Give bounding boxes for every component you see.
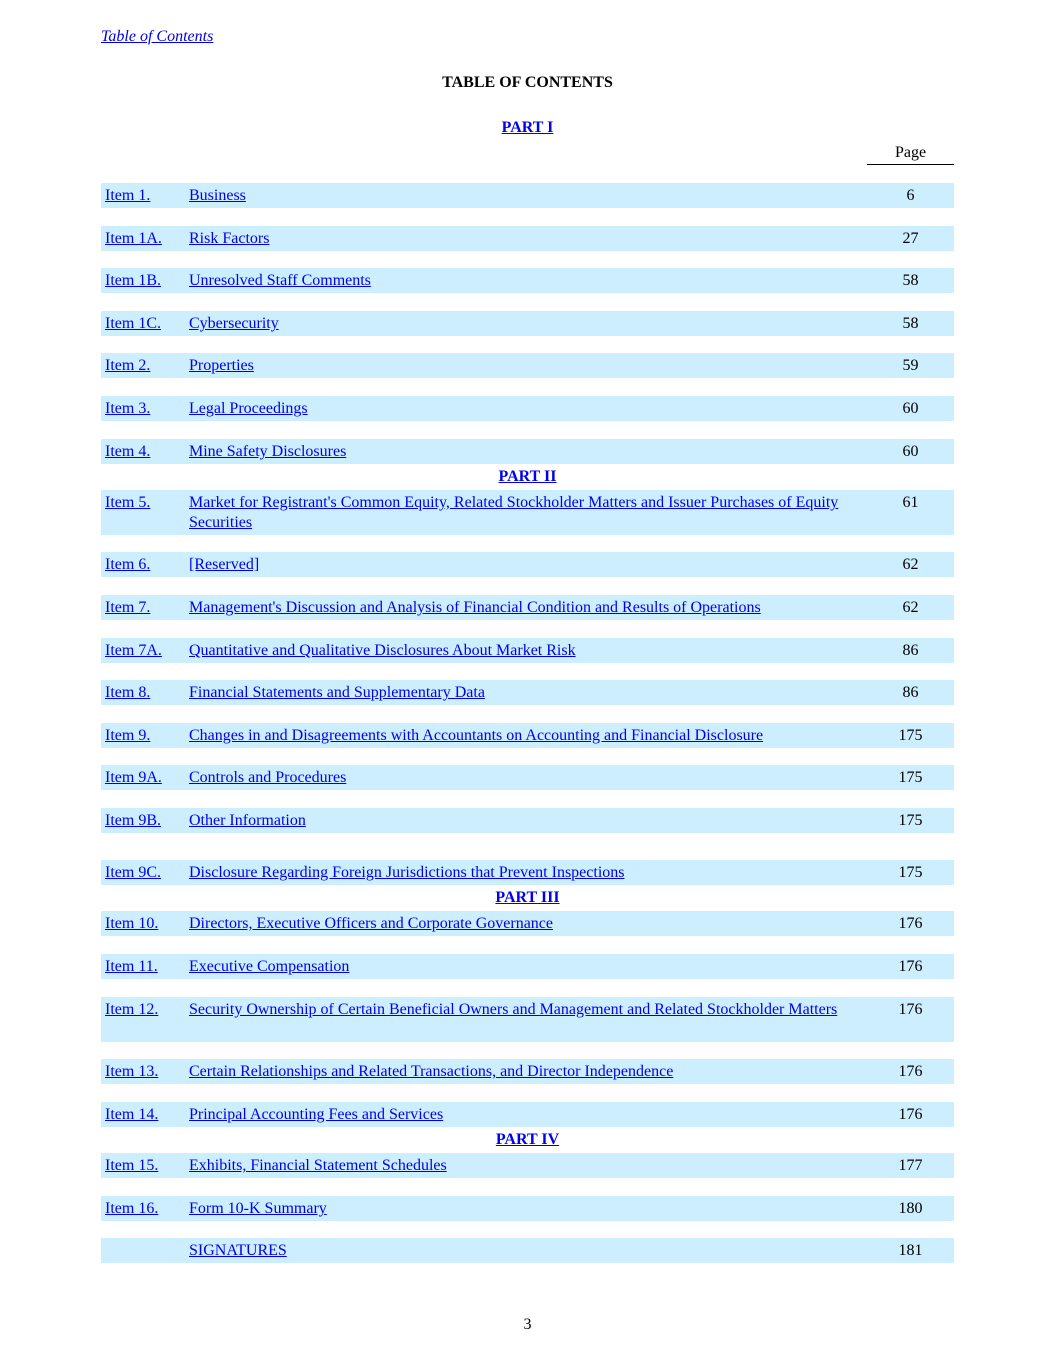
toc-row-item-9a <box>101 765 954 790</box>
item-number-link[interactable]: Item 13. <box>105 1063 159 1080</box>
item-page-number: 176 <box>898 915 923 932</box>
item-title-link[interactable]: Legal Proceedings <box>189 400 308 417</box>
item-page-number: 59 <box>902 357 919 374</box>
item-number-link[interactable]: Item 1C. <box>105 315 161 332</box>
toc-row-item-12 <box>101 997 954 1042</box>
toc-row-item-9c <box>101 860 954 885</box>
item-page-number: 176 <box>898 1063 923 1080</box>
toc-row-item-11 <box>101 954 954 979</box>
item-title-link[interactable]: Mine Safety Disclosures <box>189 443 347 460</box>
item-title-link[interactable]: Form 10-K Summary <box>189 1200 327 1217</box>
item-number-link[interactable]: Item 2. <box>105 357 151 374</box>
toc-row-item-1 <box>101 183 954 208</box>
item-number-link[interactable]: Item 1A. <box>105 230 162 247</box>
item-number-link[interactable]: Item 15. <box>105 1157 159 1174</box>
toc-row-signatures <box>101 1238 954 1263</box>
part-heading-part-2[interactable] <box>0 467 1055 487</box>
footer-page-number: 3 <box>523 1316 532 1333</box>
item-page-number: 58 <box>902 315 919 332</box>
item-number-link[interactable]: Item 8. <box>105 684 151 701</box>
item-page-number: 175 <box>898 864 923 881</box>
item-title-link[interactable]: Security Ownership of Certain Beneficial Owners and Management and Related Stockholder Matters <box>189 1001 838 1018</box>
table-of-contents-link[interactable]: Table of Contents <box>101 28 214 45</box>
item-title-link[interactable]: Quantitative and Qualitative Disclosures About Market Risk <box>189 642 576 659</box>
item-title-link[interactable]: Executive Compensation <box>189 958 350 975</box>
toc-row-item-8 <box>101 680 954 705</box>
item-title-link[interactable]: Financial Statements and Supplementary Data <box>189 684 485 701</box>
toc-row-item-1a <box>101 226 954 251</box>
item-title-link[interactable]: [Reserved] <box>189 556 260 573</box>
item-title-link[interactable]: Exhibits, Financial Statement Schedules <box>189 1157 447 1174</box>
item-page-number: 58 <box>902 272 919 289</box>
item-title-link[interactable]: Other Information <box>189 812 306 829</box>
page-title: TABLE OF CONTENTS <box>442 74 613 91</box>
item-title-link[interactable]: Changes in and Disagreements with Accountants on Accounting and Financial Disclosure <box>189 727 764 744</box>
toc-row-item-3 <box>101 396 954 421</box>
item-page-number: 175 <box>898 769 923 786</box>
item-number-link[interactable]: Item 16. <box>105 1200 159 1217</box>
item-page-number: 176 <box>898 1106 923 1123</box>
item-page-number: 62 <box>902 599 919 616</box>
item-page-number: 175 <box>898 727 923 744</box>
item-title-link[interactable]: Unresolved Staff Comments <box>189 272 371 289</box>
part-heading-part-4[interactable] <box>0 1130 1055 1150</box>
item-title-link[interactable]: Disclosure Regarding Foreign Jurisdictions that Prevent Inspections <box>189 864 625 881</box>
part-heading-part-3[interactable] <box>0 888 1055 908</box>
item-title-link[interactable]: Certain Relationships and Related Transactions, and Director Independence <box>189 1063 674 1080</box>
item-number-link[interactable]: Item 7A. <box>105 642 162 659</box>
item-page-number: 62 <box>902 556 919 573</box>
item-title-link[interactable]: Business <box>189 187 246 204</box>
part-4-link[interactable]: PART IV <box>495 1131 560 1148</box>
part-heading-part-1[interactable] <box>0 118 1055 138</box>
toc-row-item-16 <box>101 1196 954 1221</box>
item-page-number: 177 <box>898 1157 923 1174</box>
item-page-number: 86 <box>902 684 919 701</box>
toc-row-item-7a <box>101 638 954 663</box>
toc-row-item-1b <box>101 268 954 293</box>
toc-row-item-2 <box>101 353 954 378</box>
part-2-link[interactable]: PART II <box>498 468 557 485</box>
toc-row-item-13 <box>101 1059 954 1084</box>
toc-row-item-7 <box>101 595 954 620</box>
item-number-link[interactable]: Item 14. <box>105 1106 159 1123</box>
item-page-number: 175 <box>898 812 923 829</box>
item-number-link[interactable]: Item 12. <box>105 1001 159 1018</box>
item-title-link[interactable]: Management's Discussion and Analysis of Financial Condition and Results of Operations <box>189 599 761 616</box>
item-title-link[interactable]: Directors, Executive Officers and Corporate Governance <box>189 915 553 932</box>
toc-row-item-14 <box>101 1102 954 1127</box>
toc-row-item-5 <box>101 490 954 535</box>
toc-row-item-10 <box>101 911 954 936</box>
item-title-link[interactable]: Market for Registrant's Common Equity, Related Stockholder Matters and Issuer Purchases of Equity Securities <box>189 494 839 531</box>
toc-row-item-9b <box>101 808 954 833</box>
item-title-link[interactable]: Controls and Procedures <box>189 769 347 786</box>
toc-row-item-15 <box>101 1153 954 1178</box>
item-page-number: 181 <box>898 1242 923 1259</box>
item-title-link[interactable]: Cybersecurity <box>189 315 279 332</box>
item-number-link[interactable]: Item 6. <box>105 556 151 573</box>
item-number-link[interactable]: Item 9A. <box>105 769 162 786</box>
item-page-number: 61 <box>902 494 919 511</box>
item-number-link[interactable]: Item 11. <box>105 958 158 975</box>
item-page-number: 176 <box>898 1001 923 1018</box>
item-page-number: 86 <box>902 642 919 659</box>
item-title-link[interactable]: Risk Factors <box>189 230 270 247</box>
item-number-link[interactable]: Item 3. <box>105 400 151 417</box>
item-number-link[interactable]: Item 9. <box>105 727 151 744</box>
item-page-number: 176 <box>898 958 923 975</box>
item-number-link[interactable]: Item 5. <box>105 494 151 511</box>
part-1-link[interactable]: PART I <box>501 119 554 136</box>
item-number-link[interactable]: Item 10. <box>105 915 159 932</box>
item-page-number: 6 <box>906 187 915 204</box>
signatures-link[interactable]: SIGNATURES <box>189 1242 287 1259</box>
toc-row-item-1c <box>101 311 954 336</box>
item-number-link[interactable]: Item 4. <box>105 443 151 460</box>
toc-row-item-9 <box>101 723 954 748</box>
item-number-link[interactable]: Item 1B. <box>105 272 161 289</box>
toc-row-item-6 <box>101 552 954 577</box>
item-page-number: 60 <box>902 400 919 417</box>
item-number-link[interactable]: Item 7. <box>105 599 151 616</box>
item-number-link[interactable]: Item 9B. <box>105 812 161 829</box>
page-column-header: Page <box>867 143 954 165</box>
item-number-link[interactable]: Item 9C. <box>105 864 161 881</box>
item-number-link[interactable]: Item 1. <box>105 187 151 204</box>
item-page-number: 60 <box>902 443 919 460</box>
item-page-number: 180 <box>898 1200 923 1217</box>
item-title-link[interactable]: Properties <box>189 357 254 374</box>
part-3-link[interactable]: PART III <box>495 889 560 906</box>
item-title-link[interactable]: Principal Accounting Fees and Services <box>189 1106 444 1123</box>
item-page-number: 27 <box>902 230 919 247</box>
toc-row-item-4 <box>101 439 954 464</box>
